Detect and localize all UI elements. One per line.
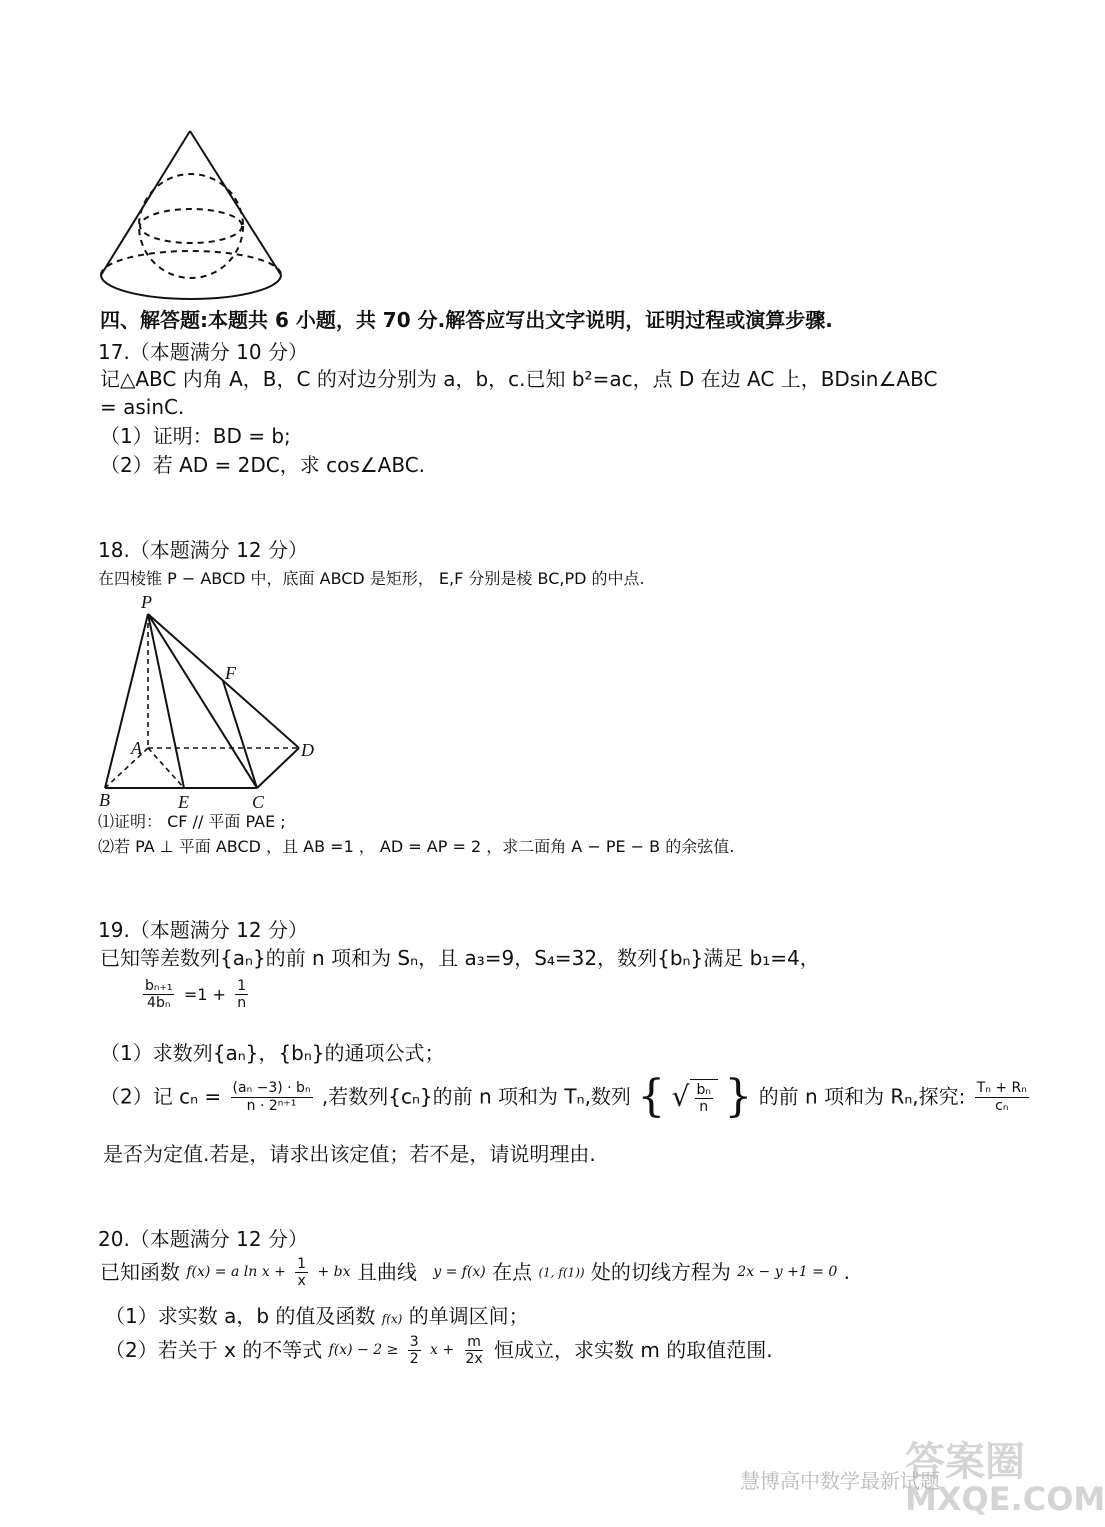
q17-part2: （2）若 AD = 2DC，求 cos∠ABC. <box>100 453 426 477</box>
watermark-site: MXQE.COM <box>905 1480 1105 1518</box>
three-halves-fraction: $\frac{3}{2}$ <box>409 1334 419 1368</box>
q20-stem: 已知函数 f(x) = a ln x + $\frac{1}{x}$ + bx 且曲线 y = f(x) 在点 (1, f(1)) 处的切线方程为 2x − y +1 = 0 . <box>100 1256 850 1290</box>
label-F: F <box>225 663 236 683</box>
q19-part2-line: （2）记 cₙ = $\frac{\text{(aₙ −3) · bₙ}}{\text{n · 2ⁿ⁺¹}}$ ,若数列{cₙ}的前 n 项和为 Tₙ,数列 { √ $\frac{\text{bₙ}}{n}$ } 的前 n 项和为 Rₙ,探究: $\frac{\text{Tₙ + Rₙ}}{\text{cₙ}}$ <box>100 1071 1027 1122</box>
one-over-x-fraction: $\frac{1}{x}$ <box>297 1256 307 1290</box>
cn-fraction: $\frac{\text{(aₙ −3) · bₙ}}{\text{n · 2ⁿ⁺¹}}$ <box>232 1080 311 1114</box>
right-brace: } <box>724 1071 753 1122</box>
q19-title: 19.（本题满分 12 分） <box>98 918 308 942</box>
q17-title: 17.（本题满分 10 分） <box>98 340 308 364</box>
q19-stem: 已知等差数列{aₙ}的前 n 项和为 Sₙ，且 a₃=9，S₄=32，数列{bₙ}满足 b₁=4， <box>100 946 820 970</box>
q20-part1: （1）求实数 a，b 的值及函数 f(x) 的单调区间； <box>105 1304 529 1328</box>
label-D: D <box>301 740 314 760</box>
watermark-logo: 答案圈 <box>905 1439 1025 1485</box>
cone-figure <box>95 125 290 290</box>
q19-recurrence: $\frac{\text{bₙ₊₁}}{\text{4bₙ}}$ =1 + $\frac{1}{n}$ <box>145 978 247 1012</box>
sqrt-bn-over-n: √ $\frac{\text{bₙ}}{n}$ <box>672 1078 718 1116</box>
label-B: B <box>99 790 110 810</box>
recurrence-one-over-n: $\frac{1}{n}$ <box>237 978 247 1012</box>
label-E: E <box>178 792 189 812</box>
q17-stem-line2: = asinC. <box>100 395 185 419</box>
q19-part1: （1）求数列{aₙ}，{bₙ}的通项公式； <box>100 1041 445 1065</box>
m-over-2x-fraction: $\frac{m}{2x}$ <box>465 1334 483 1368</box>
label-P: P <box>141 592 152 612</box>
section-heading: 四、解答题:本题共 6 小题，共 70 分.解答应写出文字说明，证明过程或演算步骤. <box>100 308 833 332</box>
watermark-text: 慧博高中数学最新试题 <box>740 1469 940 1493</box>
q18-stem: 在四棱锥 P − ABCD 中，底面 ABCD 是矩形， E,F 分别是棱 BC,PD 的中点. <box>98 569 645 588</box>
q20-part2: （2）若关于 x 的不等式 f(x) − 2 ≥ $\frac{3}{2}$ x + $\frac{m}{2x}$ 恒成立，求实数 m 的取值范围. <box>105 1334 773 1368</box>
q17-stem-line1: 记△ABC 内角 A，B，C 的对边分别为 a，b，c.已知 b²=ac，点 D 在边 AC 上，BDsin∠ABC <box>100 367 938 391</box>
q20-title: 20.（本题满分 12 分） <box>98 1227 308 1251</box>
q19-part2-end: 是否为定值.若是，请求出该定值；若不是，请说明理由. <box>103 1142 596 1166</box>
q18-part1: ⑴证明： CF // 平面 PAE ; <box>98 812 286 831</box>
label-C: C <box>252 792 265 812</box>
cone-with-inscribed-sphere-icon <box>101 131 281 299</box>
label-A: A <box>131 738 142 758</box>
tn-rn-over-cn-fraction: $\frac{\text{Tₙ + Rₙ}}{\text{cₙ}}$ <box>976 1080 1027 1114</box>
q17-part1: （1）证明：BD = b; <box>100 424 291 448</box>
pyramid-figure <box>95 588 330 810</box>
recurrence-fraction: $\frac{\text{bₙ₊₁}}{\text{4bₙ}}$ <box>145 978 173 1012</box>
left-brace: { <box>637 1071 666 1122</box>
q18-part2: ⑵若 PA ⊥ 平面 ABCD ，且 AB =1 ， AD = AP = 2 ，求二面角 A − PE − B 的余弦值. <box>98 837 735 856</box>
q18-title: 18.（本题满分 12 分） <box>98 538 308 562</box>
